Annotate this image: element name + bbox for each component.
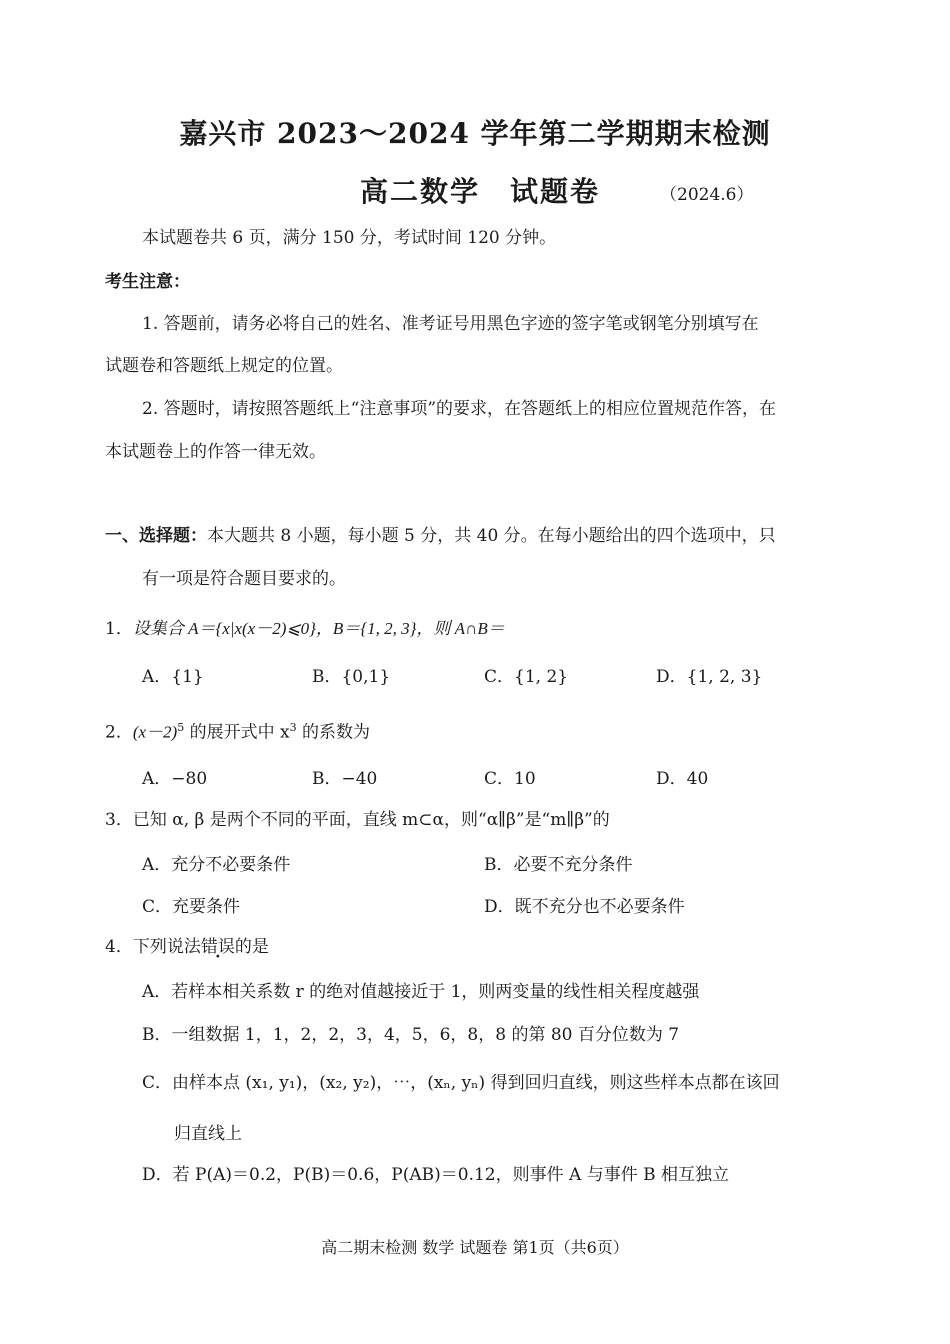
section1-desc: 本大题共 8 小题，每小题 5 分，共 40 分。在每小题给出的四个选项中，只 <box>207 526 776 546</box>
question-text: 设集合 A＝{x|x(x－2)⩽0}，B＝{1, 2, 3}，则 A∩B＝ <box>132 619 505 638</box>
q4-option-c-line2: 归直线上 <box>174 1124 242 1144</box>
q2-text-a: (x－2) <box>132 722 178 742</box>
exam-title: 嘉兴市 2023～2024 学年第二学期期末检测 <box>179 117 771 150</box>
exam-date: （2024.6） <box>660 185 754 205</box>
section1-heading: 一、选择题： <box>105 526 207 546</box>
q4-option-d: D．若 P(A)＝0.2，P(B)＝0.6，P(AB)＝0.12，则事件 A 与事件 B 相互独立 <box>142 1165 729 1185</box>
question-text: 已知 α, β 是两个不同的平面，直线 m⊂α，则“α∥β”是“m∥β”的 <box>132 810 610 830</box>
q3-option-c: C．充要条件 <box>142 897 241 917</box>
notice-item2-line1: 2. 答题时，请按照答题纸上“注意事项”的要求，在答题纸上的相应位置规范作答，在 <box>142 399 777 419</box>
q2-exponent-5: 5 <box>177 721 185 734</box>
q2-option-d: D．40 <box>656 769 709 789</box>
notice-heading: 考生注意： <box>105 272 190 292</box>
q4-option-c-line1: C．由样本点 (x₁, y₁)，(x₂, y₂)，⋯，(xₙ, yₙ) 得到回归直线，则这些样本点都在该回 <box>142 1073 780 1093</box>
q1-option-a: A．{1} <box>142 667 204 687</box>
question-number: 1． <box>105 619 133 639</box>
question-2 <box>105 722 370 742</box>
notice-item1-line2: 试题卷和答题纸上规定的位置。 <box>105 356 343 376</box>
question-4 <box>105 939 269 956</box>
question-number: 2． <box>105 722 133 743</box>
q4-emphasis: 错误 <box>200 937 235 957</box>
page-footer: 高二期末检测 数学 试题卷 第1页（共6页） <box>321 1238 629 1257</box>
notice-item1-line1: 1. 答题前，请务必将自己的姓名、准考证号用黑色字迹的签字笔或钢笔分别填写在 <box>142 314 759 334</box>
q1-option-d: D．{1, 2, 3} <box>656 667 763 687</box>
q4-text-b: 的是 <box>234 937 269 957</box>
question-3 <box>105 812 610 829</box>
q3-option-b: B．必要不充分条件 <box>484 855 633 875</box>
q4-option-a: A．若样本相关系数 r 的绝对值越接近于 1，则两变量的线性相关程度越强 <box>142 982 700 1002</box>
question-number: 3． <box>105 810 133 830</box>
section1-line2: 有一项是符合题目要求的。 <box>142 569 346 589</box>
q3-option-d: D．既不充分也不必要条件 <box>484 897 685 917</box>
q2-option-b: B．−40 <box>312 769 378 789</box>
q2-option-c: C．10 <box>484 769 536 789</box>
q2-exponent-3: 3 <box>289 721 297 734</box>
q3-option-a: A．充分不必要条件 <box>142 855 291 875</box>
intro-text: 本试题卷共 6 页，满分 150 分，考试时间 120 分钟。 <box>142 228 557 248</box>
question-number: 4． <box>105 937 133 957</box>
exam-subtitle: 高二数学 试题卷 <box>360 175 601 208</box>
q4-text-a: 下列说法 <box>132 937 201 957</box>
q2-text-c: 的系数为 <box>296 722 371 743</box>
question-1 <box>105 620 505 638</box>
q2-text-b: 的展开式中 x <box>184 722 290 743</box>
q4-option-b: B．一组数据 1，1，2，2，3，4，5，6，8，8 的第 80 百分位数为 7 <box>142 1025 680 1045</box>
q1-option-c: C．{1, 2} <box>484 667 569 687</box>
q2-option-a: A．−80 <box>142 769 208 789</box>
section1-line1 <box>105 528 776 545</box>
notice-item2-line2: 本试题卷上的作答一律无效。 <box>105 442 326 462</box>
q1-option-b: B．{0,1} <box>312 667 391 687</box>
